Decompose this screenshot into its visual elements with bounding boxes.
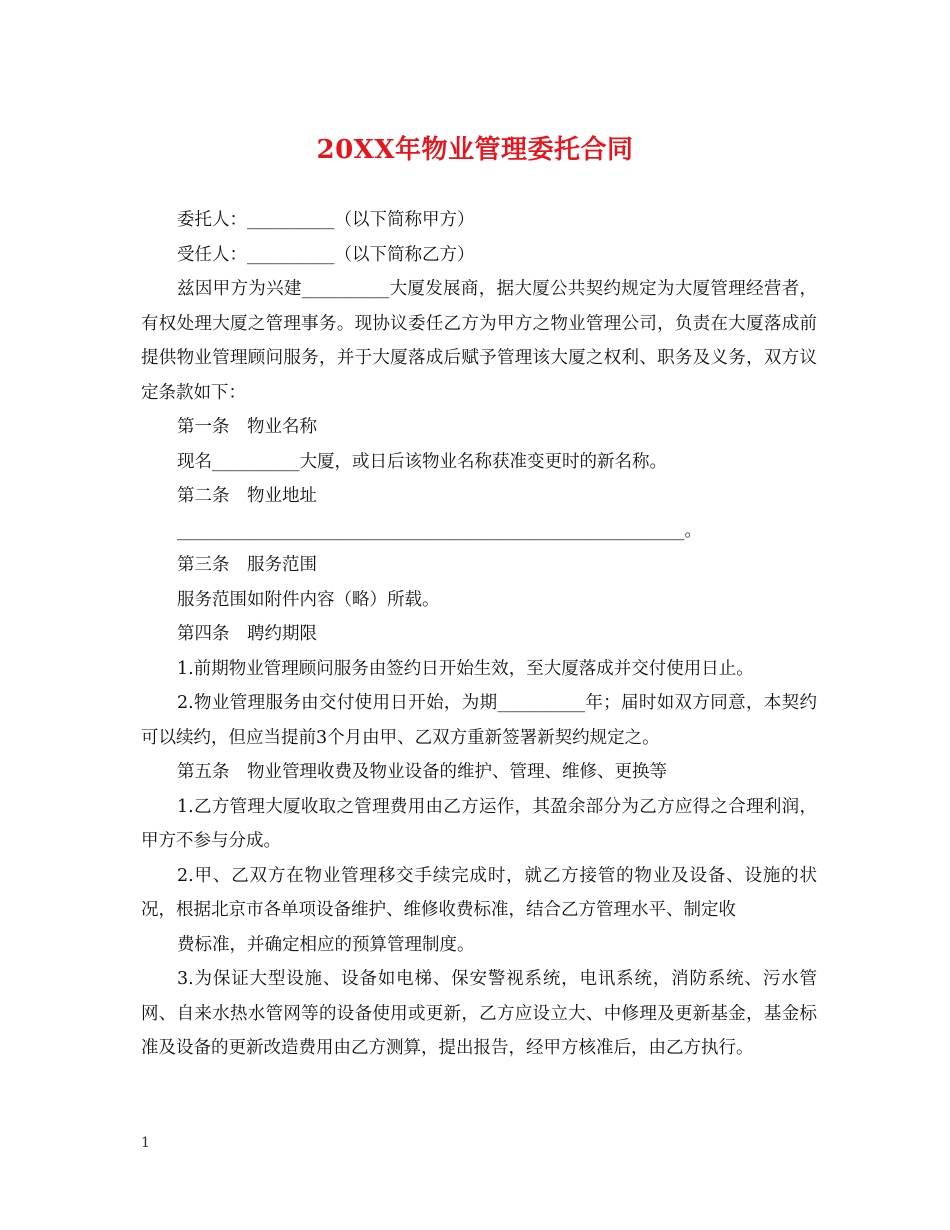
article-4-item-2: 2.物业管理服务由交付使用日开始，为期__________年；届时如双方同意，本契约可以续约，但应当提前3个月由甲、乙双方重新签署新契约规定之。 (141, 693, 817, 748)
preamble-paragraph: 兹因甲方为兴建__________大厦发展商，据大厦公共契约规定为大厦管理经营者，有权处理大厦之管理事务。现协议委任乙方为甲方之物业管理公司，负责在大厦落成前提供物业管理顾问服务，并于大厦落成后赋予管理该大厦之权利、职务及义务，双方议定条款如下： (141, 279, 817, 403)
article-1-heading: 第一条 物业名称 (177, 417, 317, 437)
article-5-heading: 第五条 物业管理收费及物业设备的维护、管理、维修、更换等 (177, 762, 667, 782)
clause-principal: 委托人：__________（以下简称甲方） (177, 210, 475, 230)
article-5-item-3: 3.为保证大型设施、设备如电梯、保安警视系统，电讯系统，消防系统、污水管网、自来水热水管网等的设备使用或更新，乙方应设立大、中修理及更新基金，基金标准及设备的更新改造费用由乙方测算，提出报告，经甲方核准后，由乙方执行。 (141, 969, 817, 1058)
article-3-heading: 第三条 服务范围 (177, 555, 317, 575)
article-4-heading: 第四条 聘约期限 (177, 624, 317, 644)
clause-agent: 受任人：__________（以下简称乙方） (177, 244, 475, 265)
article-5-item-2-continued: 费标准，并确定相应的预算管理制度。 (177, 934, 475, 955)
article-4-item-1: 1.前期物业管理顾问服务由签约日开始生效，至大厦落成并交付使用日止。 (177, 658, 754, 679)
article-1-text: 现名__________大厦，或日后该物业名称获准变更时的新名称。 (177, 451, 667, 472)
article-2-heading: 第二条 物业地址 (177, 486, 317, 506)
article-5-item-2: 2.甲、乙双方在物业管理移交手续完成时，就乙方接管的物业及设备、设施的状况，根据北京市各单项设备维护、维修收费标准，结合乙方管理水平、制定收 (141, 865, 817, 920)
document-body (141, 203, 817, 1066)
article-3-text: 服务范围如附件内容（略）所载。 (177, 589, 440, 610)
page-number: 1 (141, 1135, 150, 1151)
article-5-item-1: 1.乙方管理大厦收取之管理费用由乙方运作，其盈余部分为乙方应得之合理利润，甲方不参与分成。 (141, 796, 817, 851)
article-2-address-line: __________________________________________________________。 (177, 520, 702, 541)
page-title: 20XX年物业管理委托合同 (316, 135, 634, 165)
